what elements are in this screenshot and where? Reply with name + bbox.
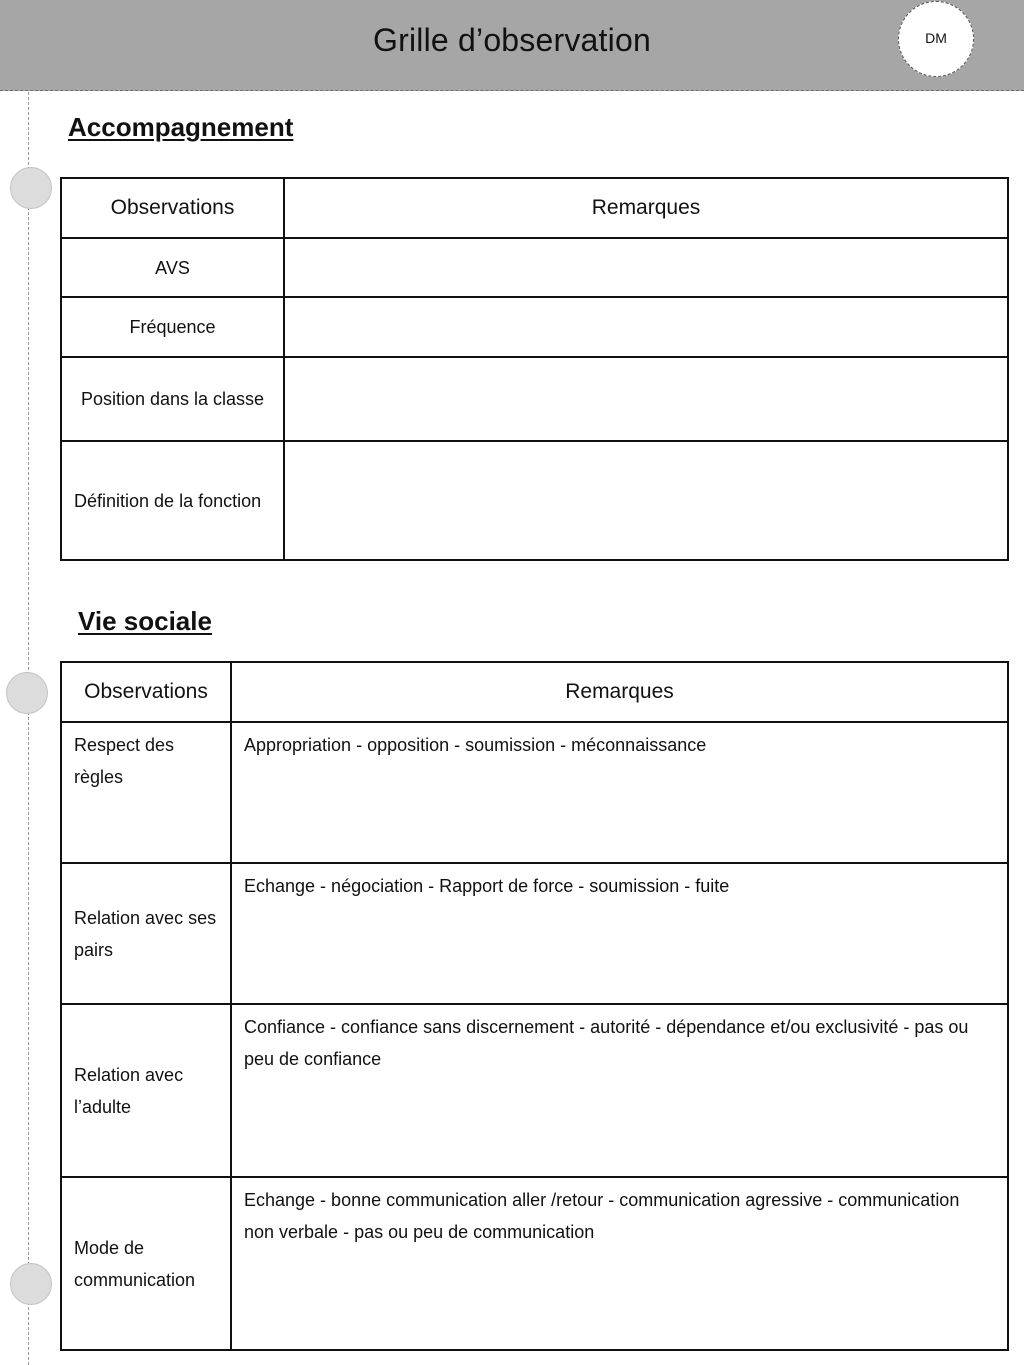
table-row — [61, 1004, 1008, 1177]
table-header-row — [61, 662, 1008, 722]
row-label: Respect des règles — [61, 722, 231, 863]
column-header-remarques: Remarques — [231, 662, 1008, 722]
row-label: Relation avec ses pairs — [61, 863, 231, 1004]
table-row — [61, 238, 1008, 297]
binder-hole-icon — [10, 1263, 52, 1305]
row-label: AVS — [61, 238, 284, 297]
table-header-row — [61, 178, 1008, 238]
column-header-observations: Observations — [61, 662, 231, 722]
section-title-vie-sociale: Vie sociale — [78, 606, 212, 636]
column-header-remarques: Remarques — [284, 178, 1008, 238]
accompagnement-table — [60, 177, 1009, 561]
table-row — [61, 1177, 1008, 1350]
table-row — [61, 297, 1008, 357]
remark-cell[interactable] — [284, 238, 1008, 297]
remark-cell[interactable]: Echange - bonne communication aller /retour - communication agressive - communication non verbale - pas ou peu de communication — [231, 1177, 1008, 1350]
row-label: Fréquence — [61, 297, 284, 357]
remark-cell[interactable]: Confiance - confiance sans discernement - autorité - dépendance et/ou exclusivité - pas ou peu de confiance — [231, 1004, 1008, 1177]
table-row — [61, 357, 1008, 441]
margin-line — [28, 92, 29, 1365]
row-label: Mode de communication — [61, 1177, 231, 1350]
binder-hole-icon — [6, 672, 48, 714]
row-label: Position dans la classe — [61, 357, 284, 441]
vie-sociale-table — [60, 661, 1009, 1351]
column-header-observations: Observations — [61, 178, 284, 238]
header-bar — [0, 0, 1024, 91]
table-row — [61, 441, 1008, 560]
table-row — [61, 863, 1008, 1004]
remark-cell[interactable] — [284, 297, 1008, 357]
table-row — [61, 722, 1008, 863]
remark-cell[interactable]: Appropriation - opposition - soumission - méconnaissance — [231, 722, 1008, 863]
initials-badge: DM — [898, 1, 974, 77]
remark-cell[interactable] — [284, 441, 1008, 560]
page-title: Grille d’observation — [373, 22, 651, 58]
remark-cell[interactable] — [284, 357, 1008, 441]
row-label: Relation avec l’adulte — [61, 1004, 231, 1177]
section-title-accompagnement: Accompagnement — [68, 112, 294, 142]
binder-hole-icon — [10, 167, 52, 209]
row-label: Définition de la fonction — [61, 441, 284, 560]
remark-cell[interactable]: Echange - négociation - Rapport de force - soumission - fuite — [231, 863, 1008, 1004]
